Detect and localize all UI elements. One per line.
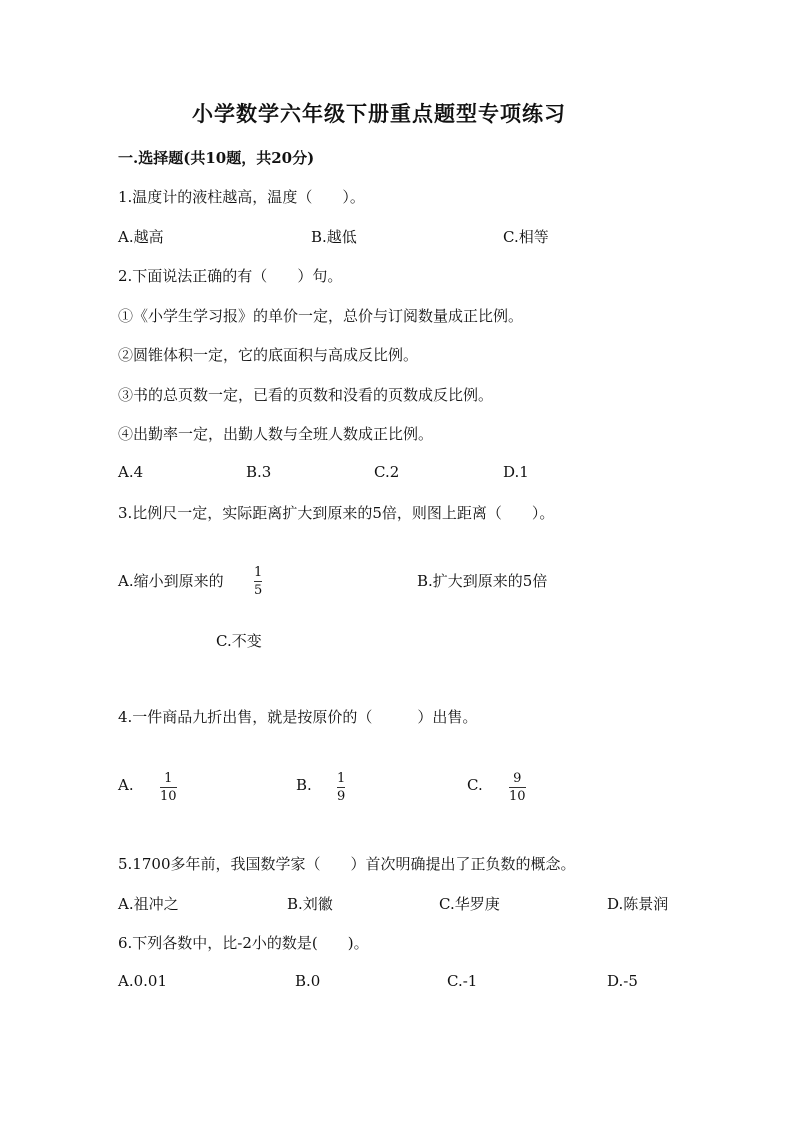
question-3-option-a[interactable]: A.缩小到原来的 bbox=[118, 572, 224, 590]
question-2-option-a[interactable]: A.4 bbox=[118, 463, 144, 481]
fraction-bar bbox=[254, 581, 262, 582]
question-6-stem: 6.下列各数中，比-2小的数是( )。 bbox=[118, 934, 369, 952]
question-2-option-d[interactable]: D.1 bbox=[503, 463, 529, 481]
question-6-option-a[interactable]: A.0.01 bbox=[118, 972, 167, 990]
question-1-stem: 1.温度计的液柱越高，温度（ ）。 bbox=[118, 188, 365, 206]
question-4-option-a[interactable]: A. bbox=[118, 776, 134, 794]
question-4-option-a-fraction bbox=[160, 771, 177, 804]
question-2-stem: 2.下面说法正确的有（ ）句。 bbox=[118, 267, 343, 285]
question-3-stem: 3.比例尺一定，实际距离扩大到原来的5倍，则图上距离（ ）。 bbox=[118, 504, 555, 522]
question-4-stem: 4.一件商品九折出售，就是按原价的（ ）出售。 bbox=[118, 708, 478, 726]
question-2-statement-3: ③书的总页数一定，已看的页数和没看的页数成反比例。 bbox=[118, 386, 494, 404]
question-4-option-c[interactable]: C. bbox=[467, 776, 483, 794]
question-1-option-c[interactable]: C.相等 bbox=[503, 228, 549, 246]
question-2-statement-1: ①《小学生学习报》的单价一定，总价与订阅数量成正比例。 bbox=[118, 307, 524, 325]
question-5-option-b[interactable]: B.刘徽 bbox=[287, 895, 333, 913]
question-5-option-d[interactable]: D.陈景润 bbox=[607, 895, 669, 913]
question-6-option-c[interactable]: C.-1 bbox=[447, 972, 478, 990]
question-4-option-b-fraction bbox=[337, 771, 345, 804]
question-3-option-a-fraction bbox=[254, 565, 262, 598]
page-title: 小学数学六年级下册重点题型专项练习 bbox=[192, 101, 566, 126]
fraction-denominator: 10 bbox=[160, 789, 177, 804]
question-5-stem: 5.1700多年前，我国数学家（ ）首次明确提出了正负数的概念。 bbox=[118, 855, 576, 873]
question-2-statement-4: ④出勤率一定，出勤人数与全班人数成正比例。 bbox=[118, 425, 434, 443]
question-6-option-b[interactable]: B.0 bbox=[295, 972, 321, 990]
fraction-numerator: 1 bbox=[254, 565, 263, 580]
question-2-statement-2: ②圆锥体积一定，它的底面积与高成反比例。 bbox=[118, 346, 419, 364]
fraction-bar bbox=[509, 787, 526, 788]
fraction-numerator: 1 bbox=[337, 771, 346, 786]
question-1-option-b[interactable]: B.越低 bbox=[311, 228, 357, 246]
question-4-option-c-fraction bbox=[509, 771, 526, 804]
question-5-option-c[interactable]: C.华罗庚 bbox=[439, 895, 500, 913]
question-2-option-b[interactable]: B.3 bbox=[246, 463, 272, 481]
fraction-numerator: 1 bbox=[164, 771, 173, 786]
fraction-numerator: 9 bbox=[513, 771, 522, 786]
question-5-option-a[interactable]: A.祖冲之 bbox=[118, 895, 179, 913]
question-1-option-a[interactable]: A.越高 bbox=[118, 228, 164, 246]
question-4-option-b[interactable]: B. bbox=[296, 776, 312, 794]
fraction-denominator: 5 bbox=[254, 583, 263, 598]
fraction-bar bbox=[337, 787, 345, 788]
section-heading: 一.选择题(共10题，共20分) bbox=[118, 149, 315, 167]
fraction-bar bbox=[160, 787, 177, 788]
question-3-option-c[interactable]: C.不变 bbox=[216, 632, 262, 650]
fraction-denominator: 10 bbox=[509, 789, 526, 804]
question-6-option-d[interactable]: D.-5 bbox=[607, 972, 638, 990]
question-3-option-b[interactable]: B.扩大到原来的5倍 bbox=[417, 572, 548, 590]
question-2-option-c[interactable]: C.2 bbox=[374, 463, 400, 481]
fraction-denominator: 9 bbox=[337, 789, 346, 804]
